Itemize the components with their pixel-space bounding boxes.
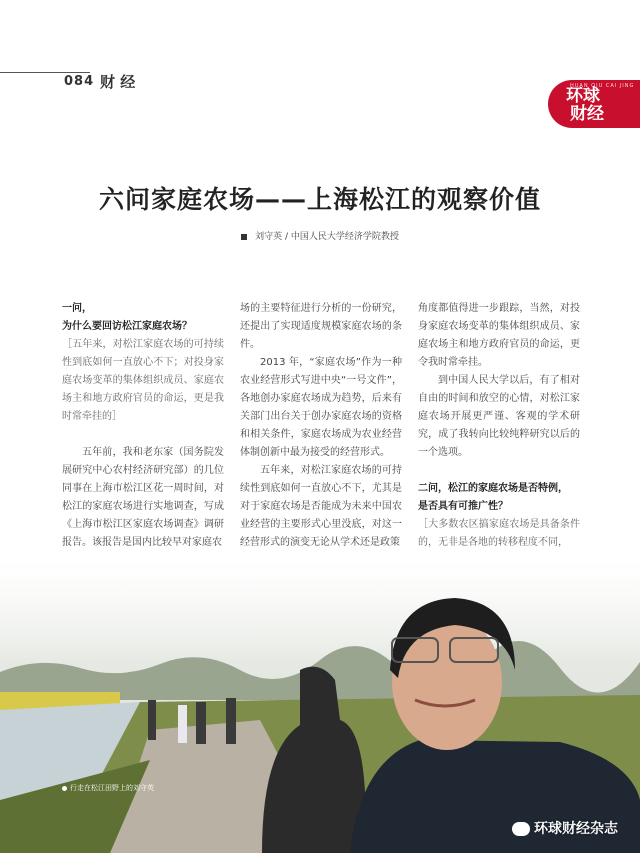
- question-2-lead: ［大多数农区搞家庭农场是具备条件的，无非是各地的转移程度不同，: [418, 519, 580, 548]
- question-1-number: 一问，: [62, 303, 92, 314]
- section-label: 财 经: [100, 73, 136, 91]
- photo-caption: [62, 783, 154, 793]
- logo-pinyin: HUAN QIU CAI JING: [570, 83, 635, 89]
- column-1: [62, 300, 224, 552]
- watermark-text: 环球财经杂志: [534, 821, 618, 837]
- caption-text: 行走在松江田野上的刘守英: [70, 784, 154, 792]
- paragraph: 场的主要特征进行分析的一份研究，还提出了实现适度规模家庭农场的条件。: [240, 303, 402, 350]
- magazine-logo: [548, 80, 640, 128]
- article-title: 六问家庭农场——上海松江的观察价值: [98, 185, 541, 214]
- question-1-title: 为什么要回访松江家庭农场？: [62, 321, 192, 332]
- wechat-icon: [512, 822, 530, 836]
- byline: [0, 229, 640, 242]
- farm-photo-illustration: [0, 560, 640, 853]
- byline-text: 刘守英 / 中国人民大学经济学院教授: [255, 232, 399, 242]
- logo-line-1: 环球: [566, 86, 600, 106]
- byline-marker: [241, 234, 247, 240]
- logo-line-2: 财经: [570, 104, 604, 124]
- paragraph: 2013 年，“家庭农场”作为一种农业经营形式写进中央“一号文件”，各地创办家庭农场成为趋势，后来有关部门出台关于创办家庭农场的资格和相关条件，家庭农场成为农业经营体制创新中最为接受的经营形式。: [240, 357, 402, 458]
- caption-dot: [62, 786, 67, 791]
- column-2: [240, 300, 402, 552]
- paragraph: 角度都值得进一步跟踪，当然，对投身家庭农场变革的集体组织成员、家庭农场主和地方政府官员的命运，更令我时常牵挂。: [418, 303, 580, 368]
- question-2-subtitle: 是否具有可推广性？: [418, 501, 508, 512]
- paragraph: 五年前，我和老东家（国务院发展研究中心农村经济研究部）的几位同事在上海市松江区花一周时间，对松江的家庭农场进行实地调查，写成《上海市松江区家庭农场调查》调研报告。该报告是国内比较早对家庭农: [62, 447, 224, 548]
- question-1-lead: ［五年来，对松江家庭农场的可持续性到底如何一直放心不下；对投身家庭农场变革的集体组织成员、家庭农场主和地方政府官员的命运，更是我时常牵挂的］: [62, 339, 224, 422]
- feature-photo: [0, 560, 640, 853]
- question-2-title: 二问，松江的家庭农场是否特例，: [418, 483, 568, 494]
- wechat-watermark: [512, 818, 618, 838]
- paragraph: 到中国人民大学以后，有了相对自由的时间和放空的心情，对松江家庭农场开展更严谨、客观的学术研究，成了我转向比较纯粹研究以后的一个选项。: [418, 375, 580, 458]
- header-rule: [0, 72, 90, 73]
- column-3: [418, 300, 580, 552]
- paragraph: 五年来，对松江家庭农场的可持续性到底如何一直放心不下，尤其是对于家庭农场是否能成为未来中国农业经营的主要形式心里没底，对这一经营形式的演变无论从学术还是政策: [240, 465, 402, 548]
- page-number: 084: [64, 74, 95, 89]
